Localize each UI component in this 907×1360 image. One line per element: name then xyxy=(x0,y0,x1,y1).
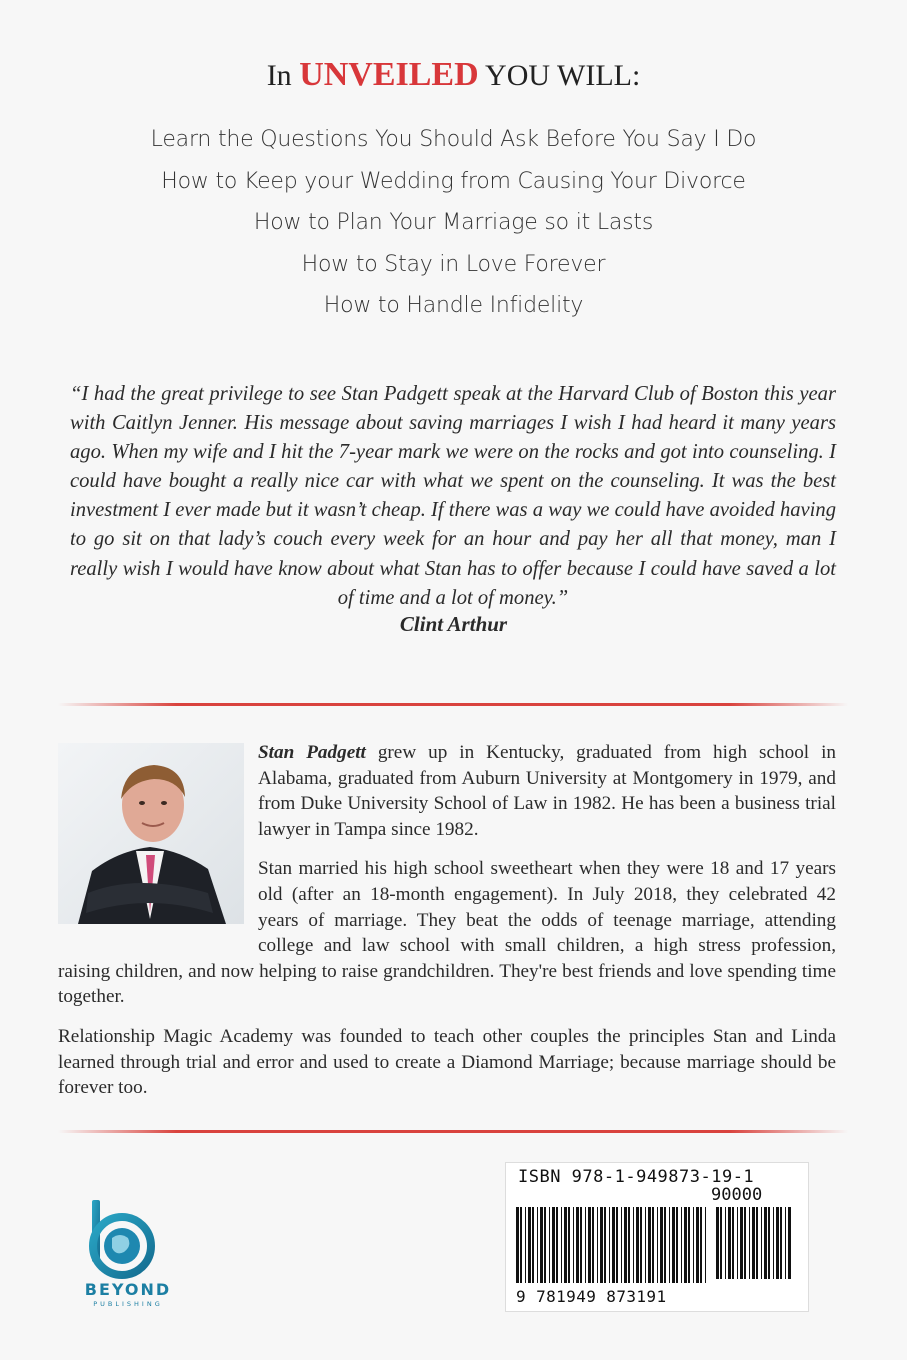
testimonial-quote: “I had the great privilege to see Stan Padgett speak at the Harvard Club of Boston this year with Caitlyn Jenner. His message about saving marriages I wish I had heard it many years ago. When my wife and I hit the 7-year mark we were on the rocks and got into counseling. I could have bought a really nice car with what we spent on the counseling. It was the best investment I ever made but it wasn’t cheap. If there was a way we could have avoided having to go sit on that lady’s couch every week for an hour and pay her all that money, man I really wish I would have know about what Stan has to offer because I could have saved a lot of time and a lot of money.” xyxy=(70,383,836,609)
testimonial-author: Clint Arthur xyxy=(399,612,508,636)
benefit-item: How to Plan Your Marriage so it Lasts xyxy=(253,210,654,235)
divider-top xyxy=(58,703,848,706)
section-heading xyxy=(0,56,907,94)
barcode-digits: 9 781949 873191 xyxy=(516,1287,667,1306)
publisher-subtitle: PUBLISHING xyxy=(93,1300,163,1308)
isbn-barcode xyxy=(505,1162,809,1312)
benefit-item: Learn the Questions You Should Ask Before You Say I Do xyxy=(150,127,757,152)
author-bio xyxy=(58,740,836,1115)
bio-text: grew up in Kentucky, graduated from high school in Alabama, graduated from Auburn University at Montgomery in 1979, and from Duke University School of Law in 1982. He has been a business trial lawyer in Tampa since 1982. xyxy=(258,742,836,840)
benefit-item: How to Keep your Wedding from Causing Your Divorce xyxy=(161,168,746,194)
bio-paragraph: Stan married his high school sweetheart when they were 18 and 17 years old (after an 18-month engagement). In July 2018, they celebrated 42 years of marriage. They beat the odds of teenage marriage, attending college and law school with small children, a high stress profession, raising children, and now helping to raise grandchildren. They're best friends and love spending time together. xyxy=(58,858,836,1008)
benefits-list xyxy=(0,119,907,327)
benefit-item: How to Stay in Love Forever xyxy=(301,251,606,277)
benefit-item: How to Handle Infidelity xyxy=(323,293,584,318)
heading-suffix: YOU WILL: xyxy=(478,59,641,92)
heading-title-accent: UNVEILED xyxy=(299,56,479,93)
photo-spacer xyxy=(58,740,258,936)
author-name: Stan Padgett xyxy=(258,742,366,763)
publisher-name: BEYOND xyxy=(84,1280,172,1299)
bio-paragraph: Relationship Magic Academy was founded to teach other couples the principles Stan and Linda learned through trial and error and used to create a Diamond Marriage; because marriage should be forever too. xyxy=(58,1025,836,1099)
isbn-number: ISBN 978-1-949873-19-1 xyxy=(518,1167,755,1187)
divider-bottom xyxy=(58,1130,848,1133)
price-code: 90000 xyxy=(711,1185,763,1205)
heading-prefix: In xyxy=(266,59,300,92)
barcode-bars-icon xyxy=(516,1207,798,1287)
